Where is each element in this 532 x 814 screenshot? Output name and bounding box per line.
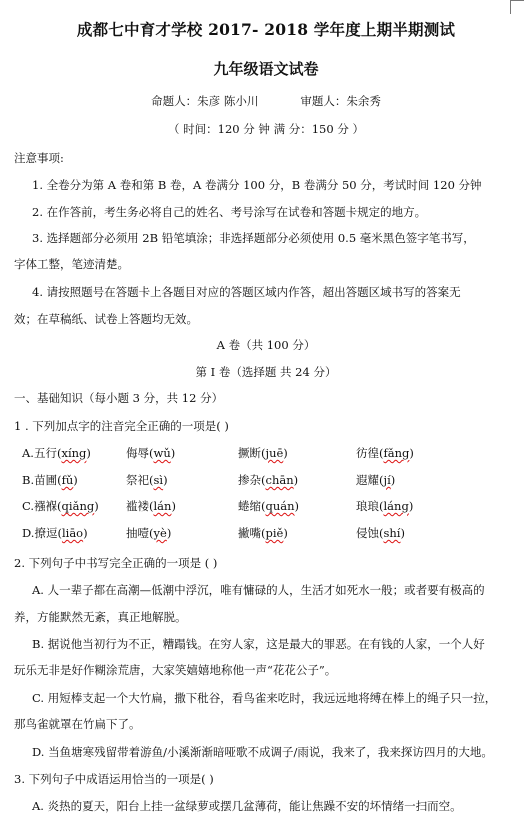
setters-text: 命题人：朱彦 陈小川 bbox=[151, 94, 259, 108]
notice-item-3-line-1: 3. 选择题部分必须用 2B 铅笔填涂；非选择题部分必须使用 0.5 毫米黑色签字笔书写， bbox=[32, 231, 475, 245]
q1-stem: 1 . 下列加点字的注音完全正确的一项是( ) bbox=[14, 419, 229, 433]
volume-1-heading: 第 I 卷（选择题 共 24 分） bbox=[195, 365, 337, 379]
reviewer-text: 审题人：朱余秀 bbox=[300, 94, 381, 108]
q1-option-row: C.襁褓(qiǎng) 褴褛(lán) 蜷缩(quán) 琅琅(láng) bbox=[22, 499, 414, 513]
q1-option-row: A.五行(xíng) 侮辱(wǔ) 撅断(juē) 彷徨(fǎng) bbox=[22, 446, 414, 460]
notice-item-2: 2. 在作答前，考生务必将自己的姓名、考号涂写在试卷和答题卡规定的地方。 bbox=[32, 205, 427, 219]
q2-option-c-line-2: 那鸟雀就罩在竹扁下了。 bbox=[14, 717, 141, 731]
q3-option-a-line-1: A. 炎热的夏天，阳台上挂一盆绿萝或摆几盆薄荷，能让焦躁不安的坏情绪一扫而空。 bbox=[32, 799, 462, 813]
notice-item-4-line-2: 效；在草稿纸、试卷上答题均无效。 bbox=[14, 312, 198, 326]
exam-authors bbox=[0, 93, 532, 109]
q3-stem: 3. 下列句子中成语运用恰当的一项是( ) bbox=[14, 772, 214, 786]
q1-option-row: D.撩逗(liāo) 抽噎(yè) 撇嘴(piě) 侵蚀(shí) bbox=[22, 526, 405, 540]
q2-stem: 2. 下列句子中书写完全正确的一项是 ( ) bbox=[14, 556, 218, 570]
exam-time: （ 时间：120 分 钟 满 分：150 分 ） bbox=[168, 122, 364, 136]
a-volume-heading: A 卷（共 100 分） bbox=[216, 338, 316, 352]
exam-title: 成都七中育才学校 2017- 2018 学年度上期半期测试 bbox=[76, 20, 456, 39]
q1-option-row: B.苗圃(fǔ) 祭祀(sì) 掺杂(chān) 遐耀(jí) bbox=[22, 473, 396, 487]
notice-item-4-line-1: 4. 请按照题号在答题卡上各题目对应的答题区域内作答，超出答题区域书写的答案无 bbox=[32, 285, 461, 299]
q2-option-c-line-1: C. 用短棒支起一个大竹扁，撒下秕谷，看鸟雀来吃时，我远远地将缚在棒上的绳子只一拉， bbox=[32, 691, 497, 705]
notice-heading: 注意事项: bbox=[14, 151, 64, 165]
exam-subtitle: 九年级语文试卷 bbox=[213, 60, 319, 78]
q2-option-d-line-1: D. 当鱼塘寒残留带着游鱼/小溪渐渐暗哑歌不成调子/雨说，我来了，我来探访四月的大地。 bbox=[32, 745, 493, 759]
notice-item-3-line-2: 字体工整，笔迹清楚。 bbox=[14, 257, 129, 271]
q2-option-a-line-2: 养，方能默然无紊，真正地解脱。 bbox=[14, 610, 187, 624]
q2-option-b-line-2: 玩乐无非是好作糊涂荒唐，大家笑嬉嬉地称他一声“花花公子”。 bbox=[14, 663, 337, 677]
page-corner-mark bbox=[510, 0, 524, 14]
notice-item-1: 1. 全卷分为第 A 卷和第 B 卷，A 卷满分 100 分，B 卷满分 50 分，考试时间 120 分钟 bbox=[32, 178, 482, 192]
q2-option-b-line-1: B. 据说他当初行为不正，糟蹋钱。在穷人家，这是最大的罪恶。在有钱的人家，一个人好 bbox=[32, 637, 485, 651]
part-1-heading: 一、基础知识（每小题 3 分，共 12 分） bbox=[14, 391, 224, 405]
q2-option-a-line-1: A. 人一辈子都在高潮—低潮中浮沉，唯有慵碌的人，生活才如死水一般；或者要有极高的 bbox=[32, 583, 485, 597]
